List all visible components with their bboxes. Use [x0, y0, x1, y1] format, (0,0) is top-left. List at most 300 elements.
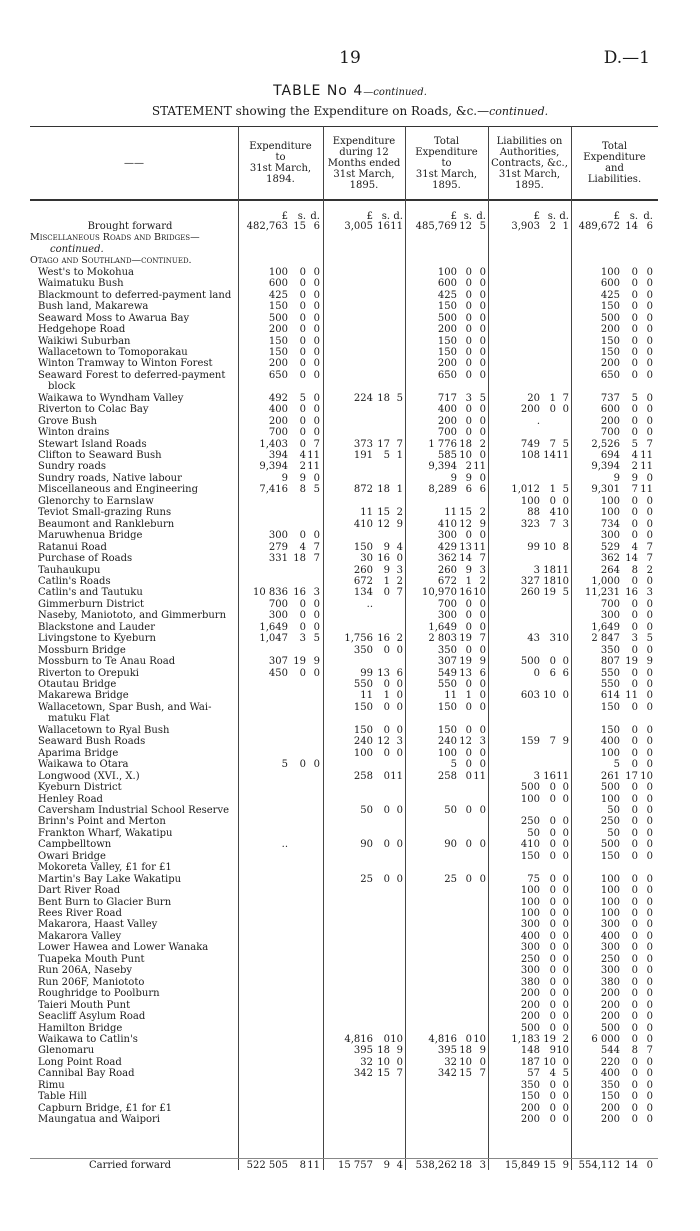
pence-value: 1	[562, 221, 569, 232]
pounds-value: 700	[600, 599, 620, 610]
document-reference: D.—1	[603, 48, 650, 68]
pounds-value: 200	[600, 1103, 620, 1114]
shillings-value: 0	[631, 679, 638, 690]
pence-value: 0	[396, 1057, 403, 1068]
shillings-value: 1	[465, 690, 472, 701]
row-label: Owari Bridge	[38, 851, 106, 862]
row-label: Makarora Valley	[38, 931, 122, 942]
pounds-value: 11	[444, 507, 457, 518]
shillings-value: 8	[631, 1045, 638, 1056]
shillings-value: 0	[631, 908, 638, 919]
pounds-value: 331	[268, 553, 288, 564]
pence-value: 0	[646, 347, 653, 358]
carried-forward-label: Carried forward	[88, 1160, 172, 1171]
pence-value: 0	[646, 576, 653, 587]
table-row	[0, 427, 700, 438]
shillings-value: 19	[459, 656, 472, 667]
pence-value: 2	[396, 633, 403, 644]
pence-value: 0	[479, 690, 486, 701]
shillings-value: 10	[377, 1057, 390, 1068]
pence-value: 7	[479, 1068, 486, 1079]
pence-value: 0	[646, 622, 653, 633]
shillings-value: 0	[631, 416, 638, 427]
pence-value: 9	[479, 519, 486, 530]
pounds-value: ..	[366, 599, 373, 610]
row-label: Hamilton Bridge	[38, 1023, 123, 1034]
pence-value: 0	[646, 954, 653, 965]
pounds-value: 100	[520, 908, 540, 919]
pounds-value: 50	[360, 805, 373, 816]
shillings-value: 0	[549, 919, 556, 930]
row-label: Catlin's and Tautuku	[38, 587, 143, 598]
table-row	[0, 439, 700, 450]
shillings-value: 0	[465, 427, 472, 438]
shillings-value: 0	[631, 496, 638, 507]
row-label: Table Hill	[38, 1091, 87, 1102]
pence-value: 0	[646, 610, 653, 621]
pounds-value: 100	[600, 507, 620, 518]
shillings-value: 8	[299, 1160, 306, 1171]
shillings-value: 0	[631, 965, 638, 976]
page-number: 19	[339, 48, 361, 68]
shillings-value: 0	[631, 599, 638, 610]
shillings-value: 2	[631, 461, 638, 472]
pounds-value: 395	[353, 1045, 373, 1056]
shillings-value: 18	[543, 576, 556, 587]
pounds-value: 300	[520, 942, 540, 953]
shillings-value: 0	[383, 1034, 390, 1045]
pence-value: 0	[646, 668, 653, 679]
row-label: Seaward Bush Roads	[38, 736, 146, 747]
pounds-value: 200	[520, 1103, 540, 1114]
pence-value: 7	[396, 1068, 403, 1079]
pounds-value: 9	[450, 473, 457, 484]
pence-value: 0	[396, 702, 403, 713]
pounds-value: 1,183	[511, 1034, 540, 1045]
pounds-value: 8,289	[428, 484, 457, 495]
shillings-value: 0	[299, 416, 306, 427]
shillings-value: 0	[549, 1103, 556, 1114]
pounds-value: 200	[520, 988, 540, 999]
row-label: Makarewa Bridge	[38, 690, 129, 701]
pence-value: 7	[646, 553, 653, 564]
shillings-value: 0	[465, 530, 472, 541]
row-label: Purchase of Roads	[38, 553, 133, 564]
table-row	[0, 313, 700, 324]
row-label: Roughridge to Poolburn	[38, 988, 160, 999]
shillings-value: 0	[549, 977, 556, 988]
pounds-value: 15 757	[338, 1160, 373, 1171]
shillings-value: 0	[383, 771, 390, 782]
shillings-value: 16	[625, 587, 638, 598]
shillings-value: 1	[383, 690, 390, 701]
shillings-value: 0	[631, 347, 638, 358]
table-row	[0, 1080, 700, 1091]
table-row	[0, 450, 700, 461]
pence-value: 5	[562, 1068, 569, 1079]
pence-value: 0	[479, 805, 486, 816]
pounds-value: 410	[353, 519, 373, 530]
pence-value: 7	[562, 393, 569, 404]
pounds-value: 500	[600, 313, 620, 324]
pence-value: 0	[646, 988, 653, 999]
carried-forward-rule	[30, 1158, 658, 1159]
shillings-value: 10	[543, 1057, 556, 1068]
shillings-value: 0	[383, 725, 390, 736]
pence-value: 0	[646, 416, 653, 427]
pounds-value: 159	[520, 736, 540, 747]
pounds-value: 150	[600, 725, 620, 736]
shillings-value: 14	[625, 553, 638, 564]
table-row	[0, 748, 700, 759]
pence-value: 11	[556, 450, 569, 461]
shillings-value: 0	[383, 748, 390, 759]
table-row	[0, 404, 700, 415]
shillings-value: 0	[549, 954, 556, 965]
row-label: Teviot Small-grazing Runs	[38, 507, 172, 518]
pence-value: 0	[646, 919, 653, 930]
shillings-value: 0	[465, 358, 472, 369]
pounds-value: 108	[520, 450, 540, 461]
table-subtitle-text: STATEMENT showing the Expenditure on Roads, &c.—	[151, 104, 490, 118]
shillings-value: 14	[625, 221, 638, 232]
table-row	[0, 232, 700, 243]
shillings-value: 0	[631, 1103, 638, 1114]
shillings-value: 0	[549, 404, 556, 415]
table-row	[0, 805, 700, 816]
shillings-value: 12	[459, 736, 472, 747]
pence-unit: d.	[310, 211, 320, 222]
table-row	[0, 965, 700, 976]
table-row	[0, 1103, 700, 1114]
row-label: Tauhaukupu	[38, 565, 101, 576]
pounds-value: 150	[437, 702, 457, 713]
header-text-c4	[491, 136, 568, 191]
pounds-value: 9	[281, 473, 288, 484]
shillings-value: 14	[625, 1160, 638, 1171]
pence-value: 5	[646, 633, 653, 644]
shillings-value: 7	[549, 519, 556, 530]
pounds-value: 100	[353, 748, 373, 759]
header-line: 31st March,	[333, 168, 395, 180]
pence-value: 3	[479, 1160, 486, 1171]
shillings-value: 9	[465, 473, 472, 484]
pence-value: 0	[562, 1103, 569, 1114]
pence-value: 0	[646, 851, 653, 862]
row-label: Gimmerburn District	[38, 599, 145, 610]
pounds-value: 25	[360, 874, 373, 885]
pounds-value: 150	[600, 1091, 620, 1102]
header-line: Authorities,	[499, 146, 560, 158]
pence-value: 9	[479, 1045, 486, 1056]
pounds-value: 5	[281, 759, 288, 770]
pounds-value: 258	[353, 771, 373, 782]
shillings-value: 0	[631, 794, 638, 805]
pounds-value: 400	[600, 931, 620, 942]
pounds-value: 240	[353, 736, 373, 747]
pence-value: 0	[646, 519, 653, 530]
row-label: Sundry roads	[38, 461, 107, 472]
table-row	[0, 507, 700, 518]
pounds-value: 327	[520, 576, 540, 587]
shillings-value: 12	[459, 221, 472, 232]
pounds-value: 150	[353, 542, 373, 553]
pounds-value: 100	[268, 267, 288, 278]
pounds-value: 550	[600, 679, 620, 690]
table-row	[0, 347, 700, 358]
shillings-value: 4	[549, 507, 556, 518]
pounds-value: 544	[600, 1045, 620, 1056]
pence-value: 0	[313, 301, 320, 312]
pounds-value: 394	[268, 450, 288, 461]
shillings-value: 0	[465, 267, 472, 278]
header-line: 31st March,	[415, 168, 478, 180]
pence-value: 0	[646, 427, 653, 438]
pence-value: 0	[646, 1160, 653, 1171]
shillings-value: 18	[377, 1045, 390, 1056]
pence-value: 7	[313, 439, 320, 450]
pound-unit: £	[450, 211, 457, 222]
table-title-text: TABLE No 4	[273, 83, 364, 99]
pounds-value: 200	[600, 1114, 620, 1125]
pounds-value: 50	[527, 828, 540, 839]
pounds-value: 522 505	[246, 1160, 288, 1171]
pence-value: 2	[479, 439, 486, 450]
shillings-value: 19	[459, 633, 472, 644]
pounds-value: 200	[600, 1011, 620, 1022]
pounds-value: 2,526	[591, 439, 620, 450]
pence-value: 0	[479, 759, 486, 770]
pounds-value: 150	[353, 702, 373, 713]
pounds-value: 1,012	[511, 484, 540, 495]
row-label: Winton Tramway to Winton Forest	[38, 358, 213, 369]
pence-value: 0	[479, 336, 486, 347]
pounds-value: 500	[600, 782, 620, 793]
pence-value: 0	[646, 370, 653, 381]
pence-value: 0	[313, 530, 320, 541]
pence-value: 5	[396, 393, 403, 404]
pounds-value: 1,403	[259, 439, 288, 450]
shillings-value: 0	[465, 416, 472, 427]
pounds-value: 450	[268, 668, 288, 679]
pounds-value: 99	[527, 542, 540, 553]
row-label: Maruwhenua Bridge	[38, 530, 143, 541]
shilling-unit: s.	[629, 211, 638, 222]
pounds-value: 395	[437, 1045, 457, 1056]
shillings-value: 0	[631, 1000, 638, 1011]
shillings-value: 5	[383, 450, 390, 461]
pence-value: 0	[313, 759, 320, 770]
header-line: Expenditure	[249, 141, 312, 152]
pounds-value: 260	[437, 565, 457, 576]
pence-value: 2	[562, 1034, 569, 1045]
pounds-value: 200	[520, 1000, 540, 1011]
pounds-value: 200	[600, 324, 620, 335]
pence-value: 9	[562, 1160, 569, 1171]
pence-value: 2	[479, 507, 486, 518]
shillings-value: 2	[299, 461, 306, 472]
pence-value: 0	[646, 645, 653, 656]
shillings-value: 0	[631, 358, 638, 369]
table-row	[0, 267, 700, 278]
table-row	[0, 1000, 700, 1011]
shillings-value: 0	[549, 816, 556, 827]
pounds-value: 200	[520, 1114, 540, 1125]
shillings-value: 0	[631, 645, 638, 656]
shillings-value: 0	[299, 290, 306, 301]
pence-value: 0	[562, 828, 569, 839]
shillings-value: 0	[631, 885, 638, 896]
pence-value: 0	[479, 404, 486, 415]
pounds-value: .	[536, 416, 540, 427]
table-row	[0, 690, 700, 701]
shillings-value: 0	[465, 404, 472, 415]
shillings-value: 0	[549, 1091, 556, 1102]
pence-value: 0	[479, 267, 486, 278]
table-row	[0, 255, 700, 266]
row-label: Mossburn to Te Anau Road	[38, 656, 176, 667]
row-label: Beaumont and Rankleburn	[38, 519, 175, 530]
shillings-value: 7	[631, 484, 638, 495]
shillings-value: 0	[465, 679, 472, 690]
pounds-value: 300	[600, 965, 620, 976]
pounds-value: 100	[600, 885, 620, 896]
pence-value: 7	[396, 439, 403, 450]
shillings-value: 0	[549, 828, 556, 839]
pence-value: 0	[479, 599, 486, 610]
pounds-value: 300	[600, 610, 620, 621]
pounds-value: 500	[600, 839, 620, 850]
shillings-value: 0	[465, 874, 472, 885]
shillings-value: 0	[631, 324, 638, 335]
pence-value: 11	[473, 461, 486, 472]
shillings-value: 5	[631, 393, 638, 404]
pounds-value: 10,970	[422, 587, 457, 598]
pence-value: 0	[479, 645, 486, 656]
pence-value: 0	[562, 1011, 569, 1022]
pounds-value: 258	[437, 771, 457, 782]
shillings-value: 1	[549, 393, 556, 404]
shillings-value: 0	[631, 954, 638, 965]
pounds-value: 749	[520, 439, 540, 450]
shillings-value: 0	[465, 336, 472, 347]
pounds-value: 148	[520, 1045, 540, 1056]
shillings-value: 0	[631, 748, 638, 759]
table-row	[0, 828, 700, 839]
pence-value: 2	[396, 576, 403, 587]
pence-value: 0	[562, 965, 569, 976]
pound-unit: £	[281, 211, 288, 222]
pounds-value: 3,903	[511, 221, 540, 232]
table-row	[0, 1011, 700, 1022]
pounds-value: 75	[527, 874, 540, 885]
header-line: Total	[601, 141, 628, 152]
shillings-value: 3	[549, 633, 556, 644]
table-row	[0, 324, 700, 335]
table-row	[0, 851, 700, 862]
row-label: Cannibal Bay Road	[38, 1068, 135, 1079]
pence-value: 0	[646, 839, 653, 850]
shillings-value: 0	[631, 805, 638, 816]
pounds-value: 485,769	[415, 221, 457, 232]
shillings-value: 4	[549, 1068, 556, 1079]
pence-value: 0	[562, 931, 569, 942]
pence-value: 0	[313, 358, 320, 369]
pence-value: 0	[646, 1103, 653, 1114]
pounds-value: 672	[353, 576, 373, 587]
shillings-value: 16	[377, 633, 390, 644]
header-line: 1895.	[349, 179, 379, 191]
pounds-value: 650	[437, 370, 457, 381]
pounds-value: 672	[437, 576, 457, 587]
pounds-value: 200	[437, 358, 457, 369]
pounds-value: 100	[600, 748, 620, 759]
row-label: Waimatuku Bush	[38, 278, 124, 289]
pounds-value: 32	[444, 1057, 457, 1068]
pounds-value: 150	[520, 1091, 540, 1102]
pence-value: 0	[646, 290, 653, 301]
table-row	[0, 702, 700, 713]
shillings-value: 0	[631, 301, 638, 312]
shilling-unit: s.	[463, 211, 472, 222]
pounds-value: 500	[520, 782, 540, 793]
shillings-value: 0	[383, 874, 390, 885]
pence-value: 0	[562, 782, 569, 793]
pence-value: 0	[646, 507, 653, 518]
shillings-value: 16	[459, 587, 472, 598]
pounds-value: 15,849	[505, 1160, 540, 1171]
header-text-c2	[328, 136, 401, 191]
pence-value: 0	[562, 1057, 569, 1068]
pounds-value: 425	[268, 290, 288, 301]
shillings-value: 0	[631, 427, 638, 438]
pence-value: 0	[562, 988, 569, 999]
shillings-value: 0	[631, 267, 638, 278]
pence-value: 0	[479, 347, 486, 358]
shillings-value: 13	[459, 542, 472, 553]
row-label: Frankton Wharf, Wakatipu	[38, 828, 173, 839]
pence-value: 0	[479, 748, 486, 759]
table-subtitle-suffix: continued.	[489, 105, 549, 118]
shillings-value: 10	[543, 542, 556, 553]
pence-value: 3	[646, 587, 653, 598]
pence-value: 6	[313, 221, 320, 232]
pounds-value: 10 836	[253, 587, 288, 598]
pence-value: 10	[473, 587, 486, 598]
pence-unit: d.	[393, 211, 403, 222]
shillings-value: 12	[377, 519, 390, 530]
pence-value: 0	[562, 885, 569, 896]
table-row	[0, 565, 700, 576]
pence-value: 9	[646, 656, 653, 667]
pence-value: 0	[646, 1080, 653, 1091]
pounds-value: 200	[437, 324, 457, 335]
row-label: Grove Bush	[38, 416, 97, 427]
shillings-value: 4	[631, 450, 638, 461]
table-row	[0, 725, 700, 736]
pounds-value: 11	[360, 690, 373, 701]
pounds-value: 342	[353, 1068, 373, 1079]
pounds-value: 492	[268, 393, 288, 404]
table-row	[0, 530, 700, 541]
shillings-value: 0	[631, 278, 638, 289]
row-label: Taieri Mouth Punt	[38, 1000, 131, 1011]
pounds-value: 554,112	[578, 1160, 620, 1171]
header-line: to	[441, 157, 452, 169]
row-label: Aparima Bridge	[38, 748, 119, 759]
shillings-value: 0	[299, 370, 306, 381]
pence-value: 0	[646, 748, 653, 759]
